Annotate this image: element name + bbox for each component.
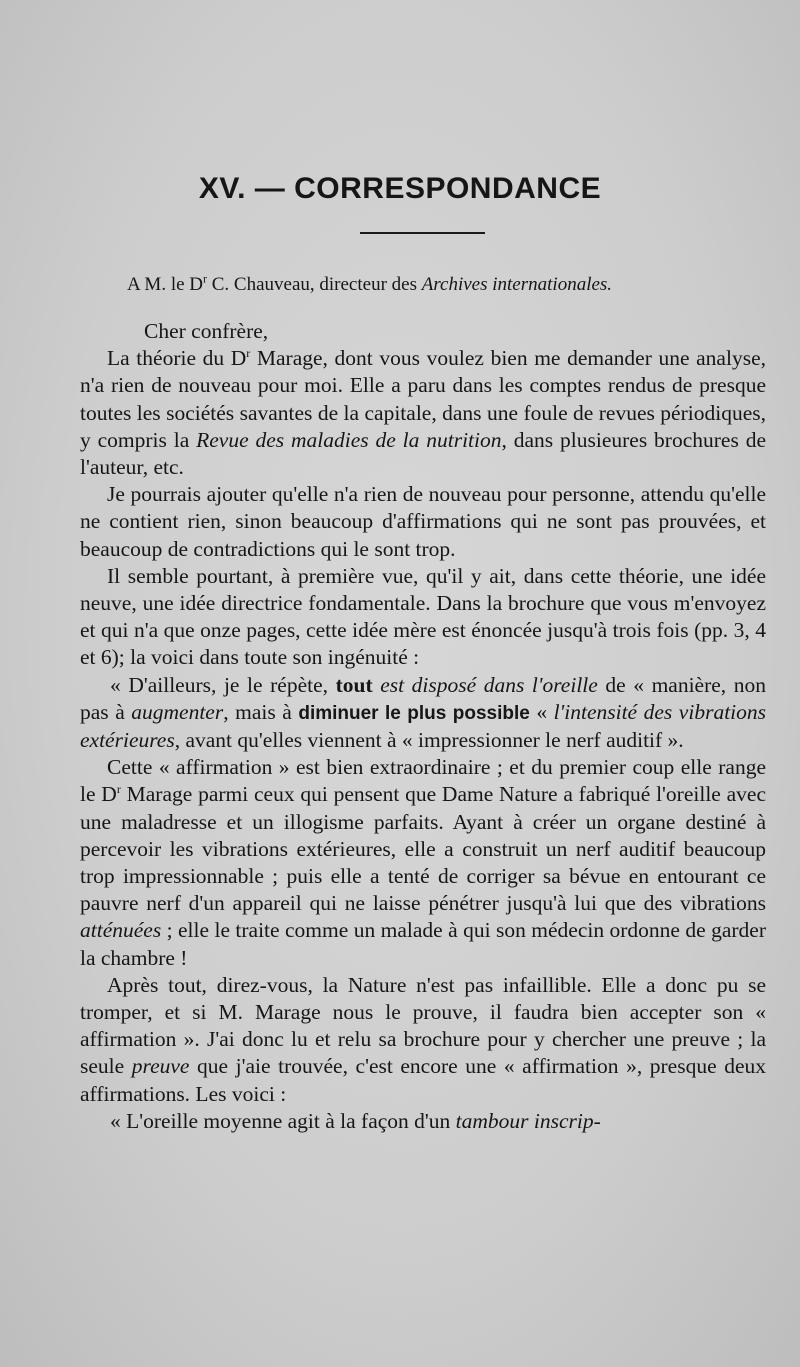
p4-text-c: ; elle le traite comme un malade à qui son médecin ordonne de garder la chambre ! xyxy=(80,918,766,970)
quote-i: « xyxy=(529,699,554,724)
p5-text-a: Après tout, direz-vous, la Nature n'est pas infaillible. Elle a donc pu se tromper, et si M. Marage nous le prouve, il faudra bien accepter son « affirmation ». J'ai donc lu et relu sa brochure pour y chercher une preuve ; la seule xyxy=(80,972,766,1079)
p4-sup: r xyxy=(116,782,121,797)
quote-f: augmenter xyxy=(131,699,224,724)
paragraph-1 xyxy=(80,345,766,481)
quote-h: diminuer le plus possible xyxy=(298,702,530,724)
paragraph-2: Je pourrais ajouter qu'elle n'a rien de nouveau pour personne, attendu qu'elle ne contient rien, sinon beaucoup d'affirmations qui ne sont pas prouvées, et beaucoup de contradictions qui le sont trop. xyxy=(80,482,766,561)
section-heading: XV. — CORRESPONDANCE xyxy=(198,172,602,205)
quote-tout: tout xyxy=(335,672,373,697)
p1-text-b: Marage, dont vous voulez bien me demander une analyse, n'a rien de nouveau pour moi. Elle a paru dans les comptes rendus de presque toutes les sociétés savantes de la capitale, dans une foule de revues périodiques, y compris la xyxy=(80,346,766,452)
p4-text-a: Cette « affirmation » est bien extraordinaire ; et du premier coup elle range le D xyxy=(80,755,766,807)
p4-italic: atténuées xyxy=(80,918,162,943)
heading-rule xyxy=(360,232,485,234)
paragraph-6 xyxy=(80,1108,766,1135)
p1-text-c: , dans plusieures brochures de l'auteur, etc. xyxy=(80,427,766,480)
quote-d: est disposé dans l'oreille xyxy=(380,672,598,697)
address-mid: C. Chauveau, directeur des xyxy=(207,274,422,295)
p5-italic: preuve xyxy=(131,1054,190,1079)
paragraph-4 xyxy=(80,754,766,972)
quote-j: l'intensité des vibrations extérieures xyxy=(80,699,767,753)
p5-text-b: que j'aie trouvée, c'est encore une « affirmation », presque deux affirmations. Les voici : xyxy=(80,1054,766,1106)
letter-body xyxy=(80,318,766,1135)
p1-journal: Revue des maladies de la nutrition xyxy=(196,427,502,452)
quote-a: « D'ailleurs, je le répète, xyxy=(110,672,336,697)
p1-text-a: La théorie du D xyxy=(107,346,247,371)
p4-text-b: Marage parmi ceux qui pensent que Dame Nature a fabriqué l'oreille avec une maladresse et un illogisme parfaits. Ayant à créer un organe destiné à percevoir les vibrations extérieures, elle a construit un nerf auditif beaucoup trop impressionnable ; puis elle a tenté de corriger sa bévue en entourant ce pauvre nerf d'un appareil qui ne laisse pénétrer jusqu'à lui que des vibrations xyxy=(80,782,766,916)
address-journal: Archives internationales. xyxy=(421,274,613,295)
letter-address xyxy=(127,271,727,296)
quote-paragraph xyxy=(80,672,766,755)
quote-k: , avant qu'elles viennent à « impressionner le nerf auditif ». xyxy=(174,728,684,753)
p6-text-a: « L'oreille moyenne agit à la façon d'un xyxy=(110,1108,456,1133)
paragraph-5 xyxy=(80,972,766,1108)
salutation: Cher confrère, xyxy=(144,319,269,343)
address-sup: r xyxy=(203,271,207,286)
quote-g: , mais à xyxy=(223,699,299,724)
p1-sup: r xyxy=(246,346,251,361)
address-prefix: A M. le D xyxy=(127,274,203,295)
paragraph-3: Il semble pourtant, à première vue, qu'il y ait, dans cette théorie, une idée neuve, une idée directrice fondamentale. Dans la brochure que vous m'envoyez et qui n'a que onze pages, cette idée mère est énoncée jusqu'à trois fois (pp. 3, 4 et 6); la voici dans toute son ingénuité : xyxy=(80,563,766,670)
quote-e: de « manière, non pas à xyxy=(80,672,766,724)
p6-italic: tambour inscrip- xyxy=(455,1108,601,1133)
